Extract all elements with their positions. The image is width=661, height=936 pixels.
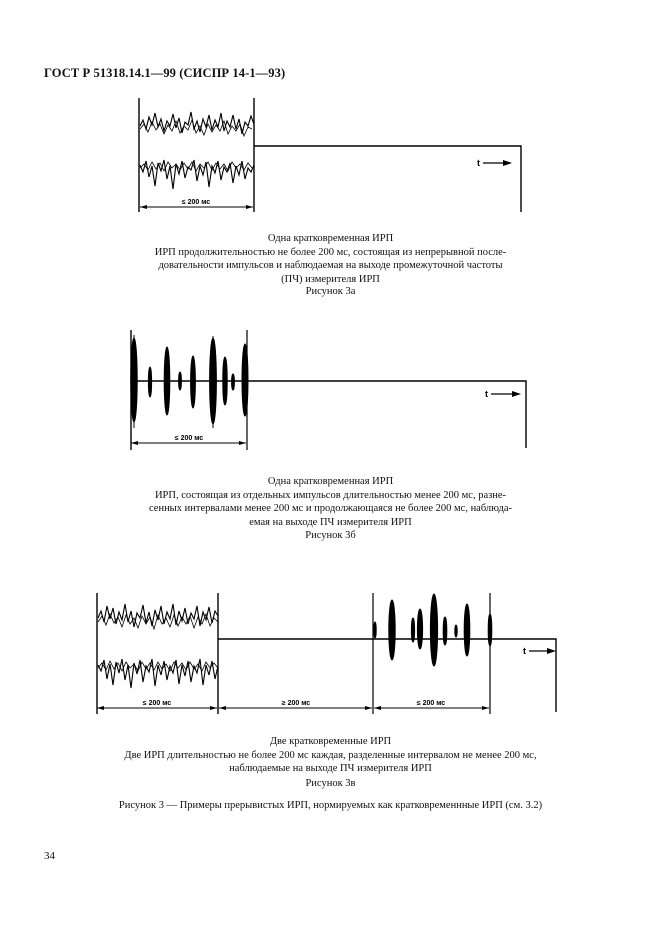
pulse-bursts-3c (374, 594, 492, 666)
pulse (191, 356, 196, 408)
baseline-3c (218, 639, 556, 712)
caption-line: (ПЧ) измерителя ИРП (281, 273, 380, 285)
dimension-label-3a: ≤ 200 мс (181, 199, 211, 206)
figure-3a-label: Рисунок 3а (305, 286, 356, 297)
caption-line: наблюдаемые на выходе ПЧ измерителя ИРП (229, 763, 432, 775)
figure-3c-diagram (0, 588, 661, 720)
pulse (455, 625, 457, 637)
caption-line: ИРП, состоящая из отдельных импульсов длительностью менее 200 мс, разне- (154, 489, 507, 501)
pulse (242, 344, 248, 416)
pulse (389, 600, 395, 660)
caption-line: Две кратковременные ИРП (269, 736, 392, 747)
caption-line: Две ИРП длительностью не более 200 мс каждая, разделенные интервалом не менее 200 мс, (124, 749, 537, 761)
figure-3a-caption (0, 232, 661, 286)
dimension-label-3b: ≤ 200 мс (174, 435, 204, 442)
caption-line: довательности импульсов и наблюдаемая на выходе промежуточной частоты (158, 260, 503, 272)
caption-line: Одна кратковременная ИРП (267, 233, 394, 244)
baseline-3a (254, 146, 521, 212)
pulse (374, 622, 376, 638)
pulse (464, 604, 470, 656)
lower-noise-trace-3c (98, 659, 218, 688)
caption-line: Одна кратковременная ИРП (267, 476, 394, 487)
document-header: ГОСТ Р 51318.14.1—99 (СИСПР 14-1—93) (44, 66, 286, 80)
caption-line: сенных интервалами менее 200 мс и продолжающаяся не более 200 мс, наблюда- (149, 503, 512, 515)
figure-3b-label: Рисунок 3б (305, 530, 356, 541)
time-axis-label-3b: t (485, 389, 488, 399)
dimension-label-3c-3: ≤ 200 мс (416, 700, 446, 707)
pulse (443, 617, 447, 645)
figure-3a-diagram (0, 95, 661, 220)
caption-line: емая на выходе ПЧ измерителя ИРП (249, 516, 412, 528)
pulse (232, 374, 235, 390)
dimension-label-3c-2: ≥ 200 мс (281, 700, 311, 707)
time-axis-label-3a: t (477, 158, 480, 168)
lower-noise-trace-3a (140, 160, 254, 189)
caption-line: ИРП продолжительностью не более 200 мс, состоящая из непрерывной после- (154, 246, 507, 258)
page-number: 34 (44, 850, 55, 862)
pulse (417, 609, 422, 649)
figure-3c-label: Рисунок 3в (305, 778, 356, 789)
pulse (148, 367, 151, 397)
time-axis-label-3c: t (523, 646, 526, 656)
pulse (488, 614, 492, 646)
figure-3-caption: Рисунок 3 — Примеры прерывистых ИРП, нормируемых как кратковременнные ИРП (см. 3.2) (118, 800, 543, 811)
figure-3b-diagram (0, 325, 661, 455)
figure-3b-caption (0, 475, 661, 529)
figure-3c-caption (0, 735, 661, 776)
dimension-label-3c-1: ≤ 200 мс (142, 700, 172, 707)
